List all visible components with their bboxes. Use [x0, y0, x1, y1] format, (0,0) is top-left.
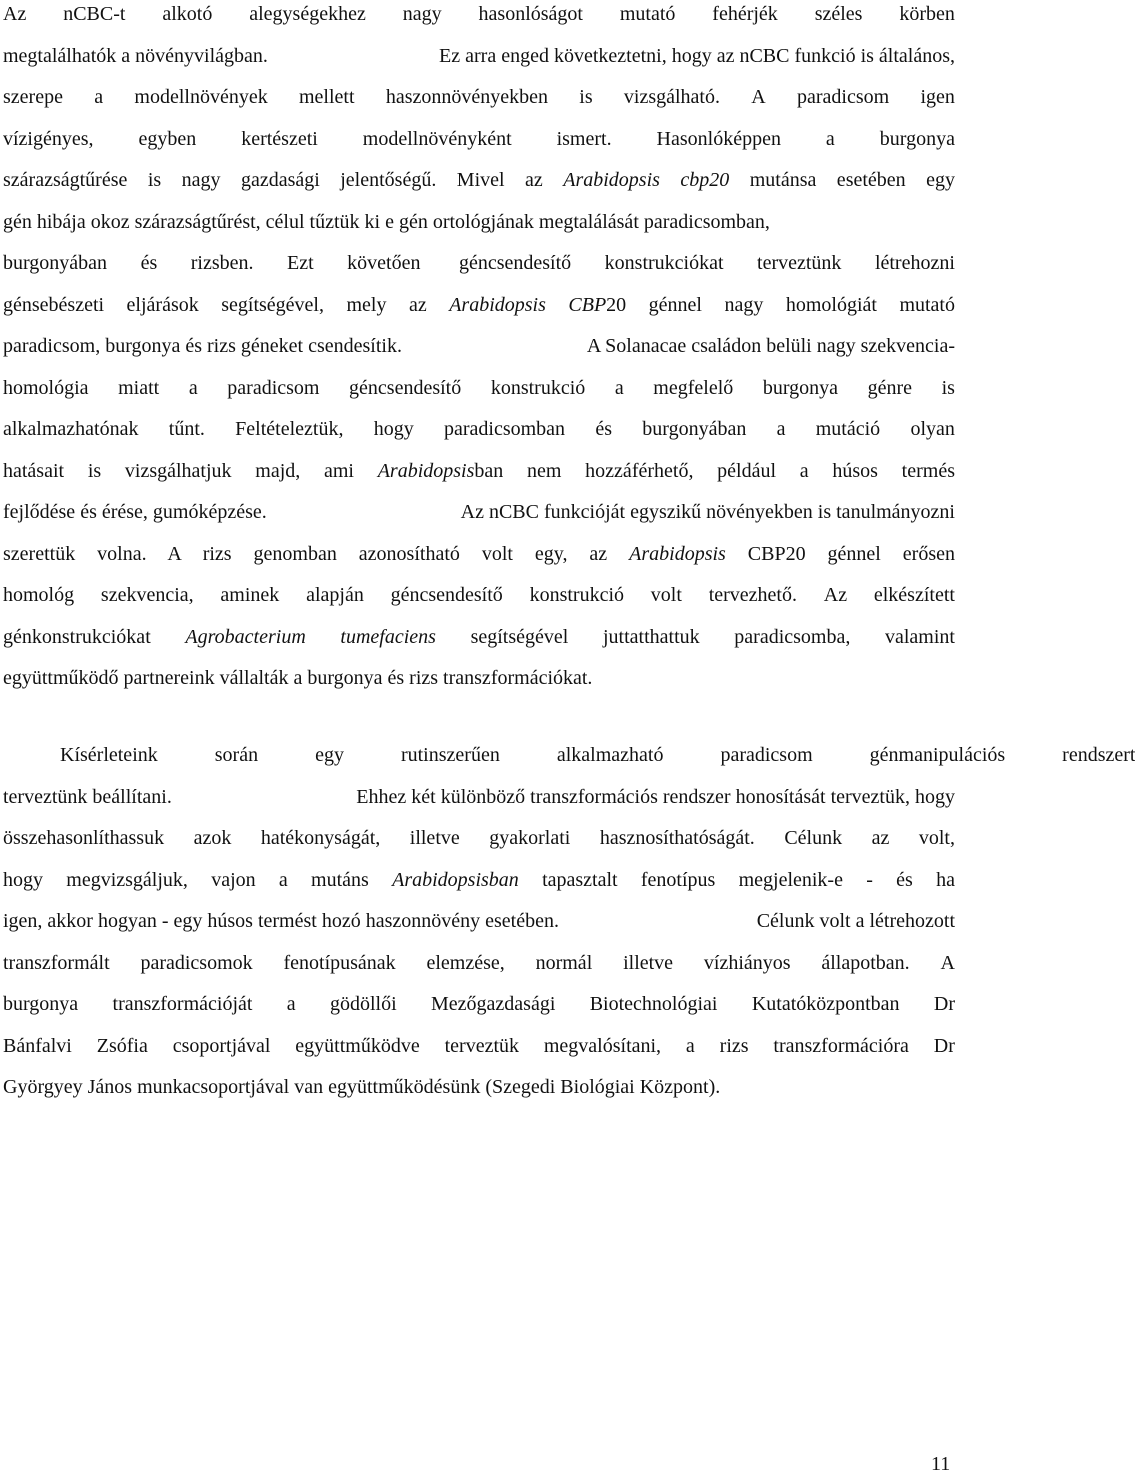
italic-term: Arabidopsis: [629, 542, 726, 565]
text-segment: Ezt: [287, 252, 314, 274]
text-segment: hasonlóságot: [478, 3, 583, 25]
text-segment: Az nCBC funkcióját egyszikű növényekben is tanulmányozni: [460, 501, 955, 523]
text-line: [3, 285, 955, 327]
text-segment: együttműködő partnereink vállalták a burgonya és rizs transzformációkat.: [3, 667, 593, 689]
text-segment: és: [140, 252, 158, 274]
text-line: [3, 119, 955, 161]
text-segment: olyan: [910, 418, 955, 440]
text-segment: A: [940, 951, 955, 974]
text-run: szerettük volna. A rizs genomban azonosítható volt egy, az: [3, 542, 630, 565]
text-segment: fenotípusának: [283, 951, 396, 974]
text-segment: homológ: [3, 584, 75, 606]
text-segment: igen, akkor hogyan - egy húsos termést hozó haszonnövény esetében.: [3, 910, 559, 932]
text-run: 20 génnel nagy homológiát mutató: [606, 293, 955, 316]
text-segment: rutinszerűen: [400, 744, 500, 766]
text-segment: együttműködve: [295, 1034, 420, 1057]
text-line: [3, 901, 955, 943]
text-line: [3, 368, 955, 410]
text-segment: [3, 617, 955, 659]
text-segment: is: [579, 86, 593, 108]
text-segment: elkészített: [873, 584, 955, 606]
text-segment: Dr: [933, 993, 955, 1015]
text-segment: a: [776, 418, 786, 440]
text-segment: szekvencia,: [100, 584, 194, 606]
text-run: hatásait is vizsgálhatjuk majd, ami: [3, 459, 378, 482]
text-segment: illetve: [623, 951, 674, 974]
text-segment: követően: [347, 252, 426, 274]
text-segment: megtalálhatók a növényvilágban.: [3, 44, 268, 67]
text-segment: Kutatóközpontban: [751, 993, 900, 1015]
text-segment: ismert.: [556, 127, 612, 150]
text-segment: génre: [867, 376, 913, 399]
text-segment: A Solanacae családon belüli nagy szekvencia-: [586, 335, 955, 357]
text-segment: modellnövényként: [362, 127, 512, 150]
text-segment: a: [94, 86, 104, 108]
text-segment: paradicsom: [720, 744, 813, 766]
text-segment: a: [825, 127, 835, 150]
text-segment: hatékonyságát,: [260, 827, 381, 849]
text-segment: fehérjék: [712, 3, 778, 25]
text-segment: megvalósítani,: [543, 1034, 662, 1057]
text-segment: géncsendesítő: [458, 252, 572, 274]
text-segment: Az: [823, 584, 848, 606]
text-run: mutánsa esetében egy: [729, 169, 955, 191]
text-segment: terveztük: [444, 1034, 519, 1057]
text-line: [3, 409, 955, 451]
text-segment: paradicsom: [797, 86, 890, 108]
text-line: [3, 617, 955, 659]
text-segment: burgonya: [879, 127, 955, 150]
text-segment: homológia: [3, 376, 89, 399]
text-segment: alkalmazhatónak: [3, 418, 139, 440]
text-segment: az: [871, 827, 890, 849]
text-segment: rizsben.: [190, 252, 254, 274]
text-line: [3, 202, 955, 244]
text-segment: paradicsomok: [140, 951, 253, 974]
text-line: [3, 735, 1135, 777]
text-line: [3, 0, 955, 36]
text-run: CBP20 génnel erősen: [725, 542, 955, 565]
italic-term: Arabidopsis: [377, 459, 475, 482]
text-segment: összehasonlíthassuk: [3, 827, 165, 849]
text-segment: vízigényes,: [3, 127, 94, 150]
text-line: [3, 243, 955, 285]
text-segment: burgonya: [762, 376, 839, 399]
text-segment: terveztünk beállítani.: [3, 785, 172, 808]
text-segment: [3, 534, 955, 576]
text-segment: transzformációra: [773, 1034, 909, 1057]
text-run: génsebészeti eljárások segítségével, mely az: [3, 293, 450, 316]
text-segment: széles: [814, 3, 863, 25]
text-segment: Ehhez két különböző transzformációs rendszer honosítását terveztük, hogy: [356, 785, 955, 808]
text-line: [3, 36, 955, 78]
text-segment: a: [614, 376, 624, 399]
text-segment: alapján: [306, 584, 364, 606]
text-segment: aminek: [220, 584, 280, 606]
text-segment: vízhiányos: [703, 951, 791, 974]
text-segment: alkotó: [162, 3, 213, 25]
text-run: segítségével juttatthattuk paradicsomba, valamint: [435, 625, 955, 648]
text-segment: [3, 160, 955, 202]
italic-term: Arabidopsisban: [392, 868, 519, 891]
text-segment: állapotban.: [821, 951, 910, 974]
text-segment: kertészeti: [241, 127, 318, 150]
text-segment: Biotechnológiai: [589, 993, 718, 1015]
text-segment: modellnövények: [134, 86, 268, 108]
text-segment: hasznosíthatóságát.: [599, 827, 755, 849]
text-segment: alkalmazható: [556, 744, 664, 766]
text-segment: létrehozni: [874, 252, 955, 274]
text-segment: [3, 860, 955, 902]
text-segment: tervezhető.: [708, 584, 797, 606]
text-segment: és: [595, 418, 612, 440]
text-segment: Célunk volt a létrehozott: [756, 910, 955, 932]
text-segment: haszonnövényekben: [385, 86, 548, 108]
text-segment: gyakorlati: [489, 827, 571, 849]
text-segment: Feltételeztük,: [235, 418, 344, 440]
text-segment: gödöllői: [330, 993, 397, 1015]
text-segment: konstrukció: [490, 376, 586, 399]
text-line: [3, 451, 955, 493]
italic-term: Arabidopsis cbp20: [563, 169, 730, 191]
text-segment: volt: [650, 584, 682, 606]
text-segment: burgonyában: [3, 252, 108, 274]
text-segment: terveztünk: [757, 252, 842, 274]
page-number: 11: [931, 1453, 951, 1475]
text-segment: mutató: [619, 3, 676, 25]
text-segment: igen: [920, 86, 955, 108]
text-segment: génmanipulációs: [869, 744, 1006, 766]
text-run: génkonstrukciókat: [3, 625, 186, 648]
text-line: [3, 492, 955, 534]
text-line: [3, 943, 955, 985]
text-segment: miatt: [118, 376, 160, 399]
text-segment: tűnt.: [168, 418, 205, 440]
text-run: szárazságtűrése is nagy gazdasági jelentőségű. Mivel az: [3, 169, 564, 191]
text-segment: nCBC-t: [63, 3, 126, 25]
text-segment: transzformált: [3, 951, 110, 974]
text-line: [3, 1026, 955, 1068]
text-segment: [3, 451, 955, 493]
text-segment: Kísérleteink: [60, 744, 158, 766]
text-line: [3, 160, 955, 202]
text-segment: egy: [315, 744, 344, 766]
text-segment: a: [286, 993, 296, 1015]
text-segment: körben: [899, 3, 955, 25]
text-run: tapasztalt fenotípus megjelenik-e - és ha: [518, 868, 955, 891]
text-segment: Dr: [933, 1034, 955, 1057]
text-segment: a: [685, 1034, 695, 1057]
text-segment: burgonyában: [642, 418, 747, 440]
text-segment: konstrukciókat: [604, 252, 724, 274]
text-line: [3, 534, 955, 576]
text-segment: illetve: [409, 827, 460, 849]
text-segment: Az: [3, 3, 27, 25]
text-segment: mutáció: [815, 418, 881, 440]
text-segment: volt,: [918, 827, 955, 849]
text-segment: Célunk: [784, 827, 843, 849]
text-segment: Hasonlóképpen: [656, 127, 781, 150]
text-segment: alegységekhez: [249, 3, 366, 25]
text-segment: géncsendesítő: [390, 584, 503, 606]
text-line: [3, 326, 955, 368]
text-segment: transzformációját: [112, 993, 253, 1015]
text-segment: a: [188, 376, 198, 399]
text-line: [3, 1067, 955, 1109]
paragraph-1: [3, 0, 955, 700]
text-line: [3, 77, 955, 119]
text-segment: burgonya: [3, 993, 79, 1015]
text-segment: szerepe: [3, 86, 63, 108]
text-segment: [3, 285, 955, 327]
text-segment: gén hibája okoz szárazságtűrést, célul tűztük ki e gén ortológjának megtalálását paradicsomban,: [3, 210, 770, 233]
italic-term: Agrobacterium tumefaciens: [185, 625, 436, 648]
text-run: ban nem hozzáférhető, például a húsos termés: [474, 459, 955, 482]
text-line: [3, 575, 955, 617]
text-segment: Bánfalvi: [3, 1034, 72, 1057]
text-segment: vizsgálható.: [623, 86, 720, 108]
text-segment: géncsendesítő: [349, 376, 462, 399]
text-segment: hogy: [373, 418, 414, 440]
text-line: [3, 777, 955, 819]
text-segment: Mezőgazdasági: [431, 993, 556, 1015]
text-segment: csoportjával: [172, 1034, 271, 1057]
text-segment: egyben: [138, 127, 197, 150]
text-line: [3, 658, 955, 700]
text-segment: konstrukció: [529, 584, 625, 606]
text-segment: rendszert: [1062, 744, 1135, 766]
text-segment: nagy: [402, 3, 442, 25]
text-segment: fejlődése és érése, gumóképzése.: [3, 501, 267, 523]
text-segment: megfelelő: [653, 376, 734, 399]
text-line: [3, 860, 955, 902]
text-segment: során: [214, 744, 259, 766]
text-segment: is: [941, 376, 955, 399]
text-segment: Ez arra enged következtetni, hogy az nCBC funkció is általános,: [439, 44, 955, 67]
text-segment: paradicsom, burgonya és rizs géneket csendesítik.: [3, 335, 402, 357]
text-segment: rizs: [719, 1034, 749, 1057]
text-segment: Zsófia: [96, 1034, 148, 1057]
text-line: [3, 818, 955, 860]
paragraph-2: [3, 735, 1135, 1109]
italic-term: Arabidopsis CBP: [449, 293, 607, 316]
text-segment: paradicsomban: [443, 418, 566, 440]
text-segment: Györgyey János munkacsoportjával van együttműködésünk (Szegedi Biológiai Központ).: [3, 1076, 721, 1098]
text-segment: paradicsom: [227, 376, 320, 399]
text-segment: A: [751, 86, 766, 108]
text-segment: normál: [535, 951, 593, 974]
text-segment: elemzése,: [426, 951, 505, 974]
text-segment: mellett: [299, 86, 355, 108]
text-line: [3, 984, 955, 1026]
text-segment: azok: [193, 827, 232, 849]
text-run: hogy megvizsgáljuk, vajon a mutáns: [3, 868, 393, 891]
